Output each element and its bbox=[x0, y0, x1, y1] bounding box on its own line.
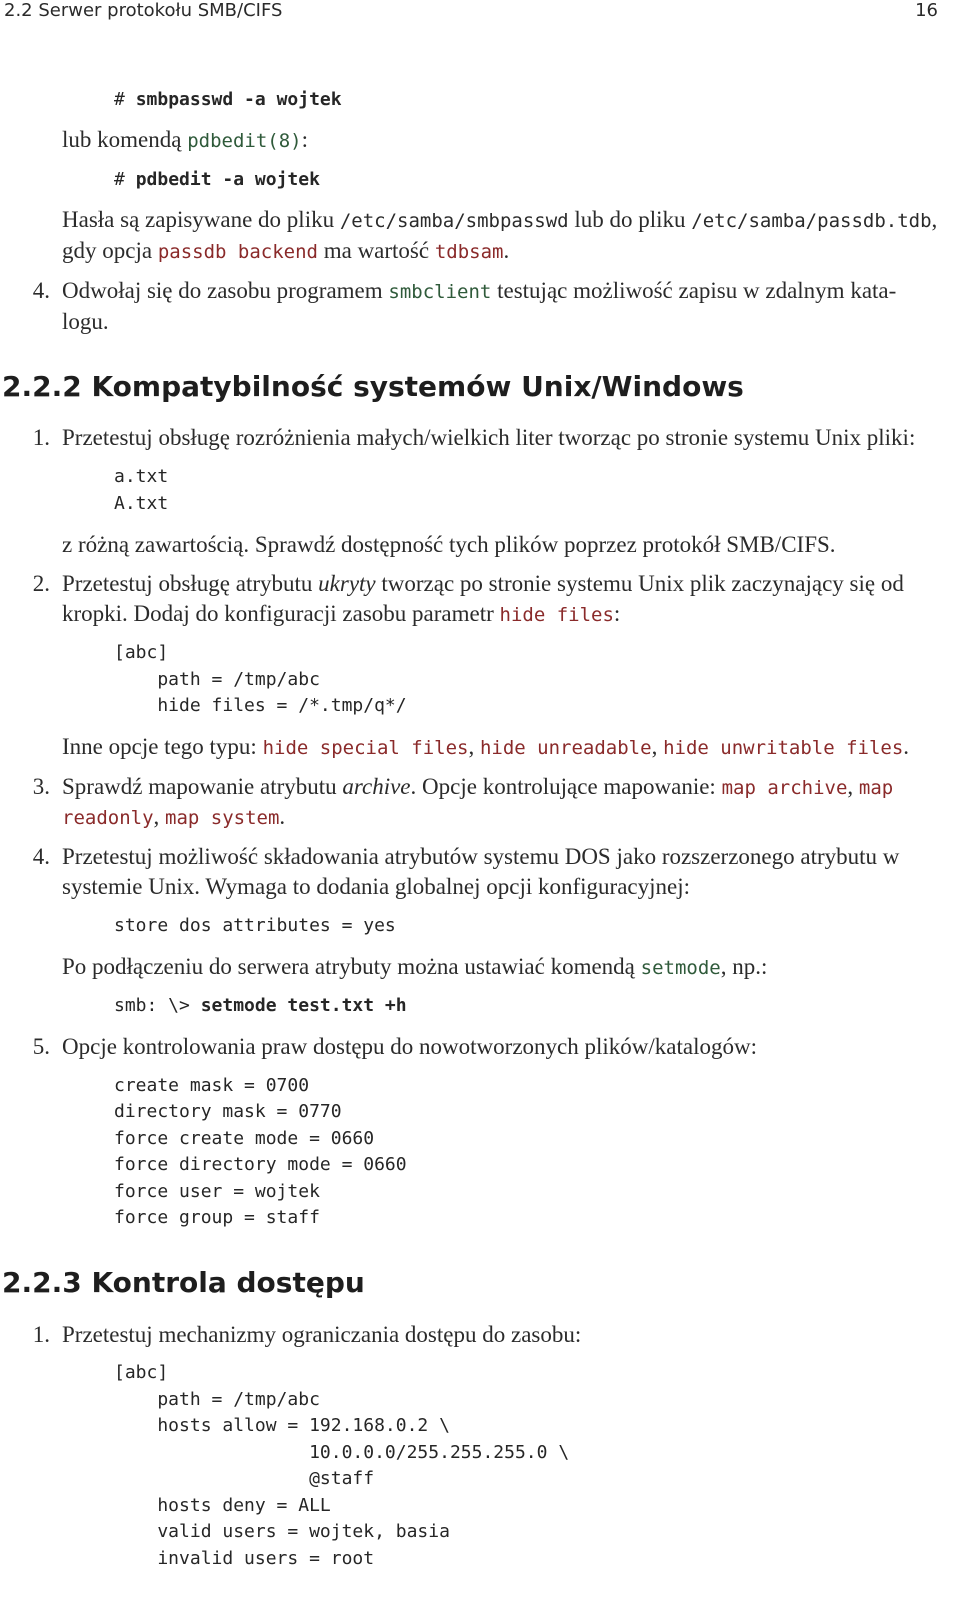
code-line: directory mask = 0770 bbox=[114, 1101, 342, 1122]
item4-line1: Przetestuj możliwość składowania atrybutów systemu DOS jako rozszerzonego atrybutu w bbox=[62, 844, 900, 869]
item1-text: Przetestuj mechanizmy ograniczania dostępu do zasobu: bbox=[62, 1322, 582, 1347]
code-line: A.txt bbox=[114, 493, 169, 514]
item4-after-text: Po podłączeniu do serwera atrybuty można ustawiać komendą setmode, np.: bbox=[62, 954, 768, 979]
item2-other-options: Inne opcje tego typu: hide special files, hide unreadable, hide unwritable files. bbox=[62, 734, 910, 759]
step4-line1: Odwołaj się do zasobu programem smbclient testując możliwość zapisu w zdalnym kata- bbox=[62, 278, 897, 303]
hasla-paragraph-line1: Hasła są zapisywane do pliku /etc/samba/smbpasswd lub do pliku /etc/samba/passdb.tdb, bbox=[62, 207, 938, 232]
item1-text: Przetestuj obsługę rozróżnienia małych/wielkich liter tworząc po stronie systemu Unix pliki: bbox=[62, 425, 916, 450]
item3-line1: Sprawdź mapowanie atrybutu archive. Opcje kontrolujące mapowanie: map archive, map bbox=[62, 774, 894, 799]
item5-text: Opcje kontrolowania praw dostępu do nowotworzonych plików/katalogów: bbox=[62, 1034, 757, 1059]
list-number: 3. bbox=[32, 774, 50, 799]
code-line: hide files = /*.tmp/q*/ bbox=[114, 695, 407, 716]
code-line: hosts deny = ALL bbox=[114, 1495, 331, 1516]
lub-paragraph: lub komendą pdbedit(8): bbox=[62, 127, 308, 152]
list-number: 1. bbox=[32, 425, 50, 450]
item2-line1: Przetestuj obsługę atrybutu ukryty tworząc po stronie systemu Unix plik zaczynający się od bbox=[62, 571, 904, 596]
code-line: store dos attributes = yes bbox=[114, 915, 396, 936]
page-number: 16 bbox=[915, 0, 938, 21]
list-number: 2. bbox=[32, 571, 50, 596]
item4-line2: systemie Unix. Wymaga to dodania globalnej opcji konfiguracyjnej: bbox=[62, 874, 690, 899]
code-line: force create mode = 0660 bbox=[114, 1128, 375, 1149]
code-line: @staff bbox=[114, 1468, 375, 1489]
item3-line2: readonly, map system. bbox=[62, 804, 286, 829]
code-line: valid users = wojtek, basia bbox=[114, 1521, 450, 1542]
section-heading: 2.2.3 Kontrola dostępu bbox=[2, 1266, 365, 1299]
code-line: path = /tmp/abc bbox=[114, 669, 320, 690]
item2-line2: kropki. Dodaj do konfiguracji zasobu parametr hide files: bbox=[62, 601, 621, 626]
list-number: 4. bbox=[32, 278, 50, 303]
code-line: force group = staff bbox=[114, 1207, 320, 1228]
code-line: path = /tmp/abc bbox=[114, 1389, 320, 1410]
code-line: [abc] bbox=[114, 642, 169, 663]
item1-after-text: z różną zawartością. Sprawdź dostępność tych plików poprzez protokół SMB/CIFS. bbox=[62, 532, 836, 557]
code-line: force directory mode = 0660 bbox=[114, 1154, 407, 1175]
hasla-paragraph-line2: gdy opcja passdb backend ma wartość tdbsam. bbox=[62, 238, 510, 263]
command-smbpasswd: # smbpasswd -a wojtek bbox=[114, 89, 342, 110]
section-heading: 2.2.2 Kompatybilność systemów Unix/Windows bbox=[2, 370, 744, 403]
list-number: 1. bbox=[32, 1322, 50, 1347]
code-line: create mask = 0700 bbox=[114, 1075, 310, 1096]
command-pdbedit: # pdbedit -a wojtek bbox=[114, 169, 320, 190]
code-line: invalid users = root bbox=[114, 1548, 375, 1569]
code-line: hosts allow = 192.168.0.2 \ bbox=[114, 1415, 450, 1436]
step4-line2: logu. bbox=[62, 309, 109, 334]
command-setmode: smb: \> setmode test.txt +h bbox=[114, 995, 407, 1016]
code-line: [abc] bbox=[114, 1362, 169, 1383]
list-number: 5. bbox=[32, 1034, 50, 1059]
running-header: 2.2 Serwer protokołu SMB/CIFS bbox=[4, 0, 283, 21]
list-number: 4. bbox=[32, 844, 50, 869]
code-line: force user = wojtek bbox=[114, 1181, 320, 1202]
code-line: 10.0.0.0/255.255.255.0 \ bbox=[114, 1442, 570, 1463]
code-line: a.txt bbox=[114, 466, 169, 487]
